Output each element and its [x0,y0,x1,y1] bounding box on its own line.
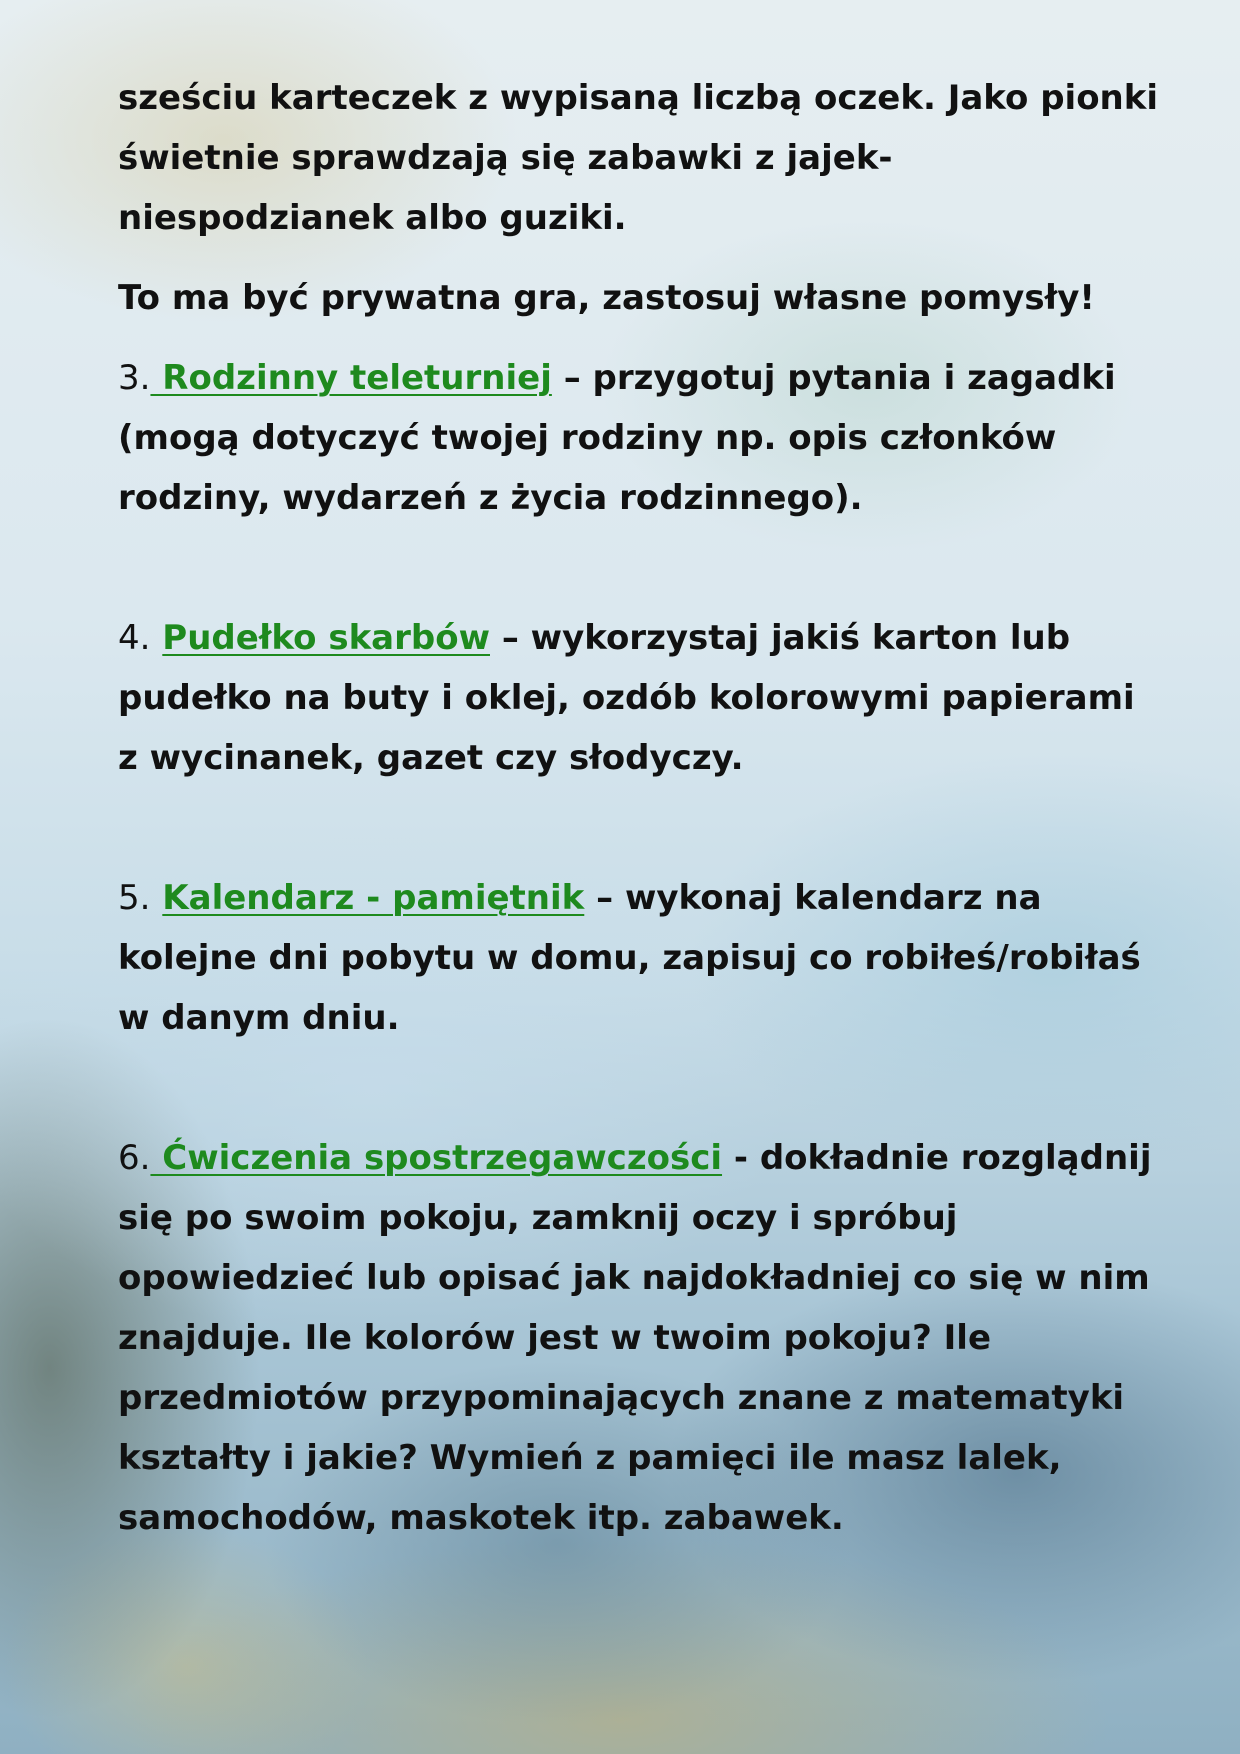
item-number: 6. [118,1138,151,1178]
item-title-link[interactable]: Ćwiczenia spostrzegawczości [150,1138,723,1178]
text-line: samochodów, maskotek itp. zabawek. [118,1498,844,1538]
text-line: pudełko na buty i oklej, ozdób kolorowymi papierami [118,678,1135,718]
item-text: – przygotuj pytania i zagadki [551,358,1116,398]
note-paragraph [118,268,1138,328]
item-text: – wykonaj kalendarz na [584,878,1042,918]
text-line: przedmiotów przypominających znane z matematyki [118,1378,1125,1418]
item-4 [118,608,1138,788]
item-5 [118,868,1141,1048]
item-number: 5. [118,878,151,918]
text-line: opowiedzieć lub opisać jak najdokładniej co się w nim [118,1258,1150,1298]
item-text: - dokładnie rozglądnij [722,1138,1152,1178]
intro-paragraph [118,68,1159,248]
text-line: niespodzianek albo guziki. [118,198,627,238]
text-line: To ma być prywatna gra, zastosuj własne pomysły! [118,278,1095,318]
text-line: kolejne dni pobytu w domu, zapisuj co robiłeś/robiłaś [118,938,1141,978]
item-number: 4. [118,618,151,658]
text-line: się po swoim pokoju, zamknij oczy i spróbuj [118,1198,958,1238]
item-6 [118,1128,1152,1548]
text-line: świetnie sprawdzają się zabawki z jajek- [118,138,893,178]
item-number: 3. [118,358,151,398]
item-title-link[interactable]: Kalendarz - pamiętnik [162,878,585,918]
text-line: z wycinanek, gazet czy słodyczy. [118,738,744,778]
text-line: kształty i jakie? Wymień z pamięci ile masz lalek, [118,1438,1062,1478]
text-line: w danym dniu. [118,998,400,1038]
text-line: (mogą dotyczyć twojej rodziny np. opis członków [118,418,1057,458]
item-text: – wykorzystaj jakiś karton lub [490,618,1071,658]
item-title-link[interactable]: Rodzinny teleturniej [150,358,552,398]
text-line: sześciu karteczek z wypisaną liczbą oczek. Jako pionki [118,78,1159,118]
document-page [118,68,1159,1548]
text-line: rodziny, wydarzeń z życia rodzinnego). [118,478,863,518]
item-3 [118,348,1138,528]
item-title-link[interactable]: Pudełko skarbów [162,618,490,658]
text-line: znajduje. Ile kolorów jest w twoim pokoju? Ile [118,1318,992,1358]
